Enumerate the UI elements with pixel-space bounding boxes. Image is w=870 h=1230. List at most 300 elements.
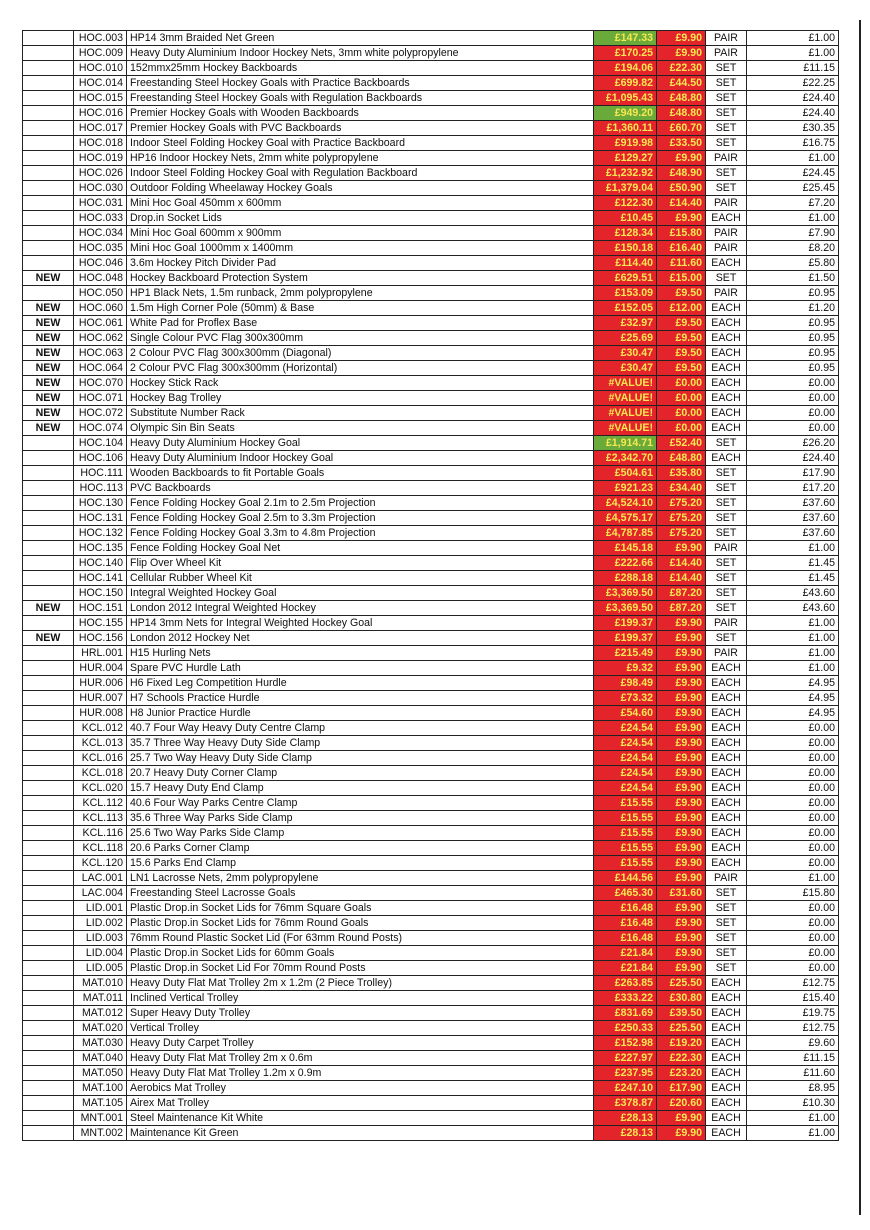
description-cell: 3.6m Hockey Pitch Divider Pad bbox=[127, 256, 594, 271]
new-flag-cell bbox=[23, 961, 74, 976]
delivery-cell: £9.90 bbox=[657, 796, 706, 811]
price-cell: £152.98 bbox=[594, 1036, 657, 1051]
product-code-cell: HOC.018 bbox=[74, 136, 127, 151]
table-row bbox=[23, 901, 839, 916]
table-row bbox=[23, 181, 839, 196]
price-cell: £54.60 bbox=[594, 706, 657, 721]
carriage-cell: £4.95 bbox=[747, 691, 839, 706]
unit-cell: PAIR bbox=[706, 151, 747, 166]
delivery-cell: £48.80 bbox=[657, 451, 706, 466]
unit-cell: SET bbox=[706, 571, 747, 586]
product-code-cell: HOC.030 bbox=[74, 181, 127, 196]
delivery-cell: £9.90 bbox=[657, 691, 706, 706]
price-cell: £227.97 bbox=[594, 1051, 657, 1066]
delivery-cell: £52.40 bbox=[657, 436, 706, 451]
description-cell: Airex Mat Trolley bbox=[127, 1096, 594, 1111]
new-flag-cell bbox=[23, 241, 74, 256]
description-cell: Freestanding Steel Lacrosse Goals bbox=[127, 886, 594, 901]
delivery-cell: £60.70 bbox=[657, 121, 706, 136]
unit-cell: SET bbox=[706, 916, 747, 931]
table-row bbox=[23, 1111, 839, 1126]
unit-cell: EACH bbox=[706, 421, 747, 436]
table-row bbox=[23, 496, 839, 511]
product-code-cell: LAC.001 bbox=[74, 871, 127, 886]
price-cell: £237.95 bbox=[594, 1066, 657, 1081]
product-code-cell: KCL.113 bbox=[74, 811, 127, 826]
carriage-cell: £24.40 bbox=[747, 91, 839, 106]
unit-cell: EACH bbox=[706, 1066, 747, 1081]
price-cell: £114.40 bbox=[594, 256, 657, 271]
price-cell: £3,369.50 bbox=[594, 586, 657, 601]
table-row bbox=[23, 736, 839, 751]
carriage-cell: £0.00 bbox=[747, 841, 839, 856]
carriage-cell: £0.00 bbox=[747, 766, 839, 781]
description-cell: Vertical Trolley bbox=[127, 1021, 594, 1036]
product-code-cell: HOC.151 bbox=[74, 601, 127, 616]
delivery-cell: £35.80 bbox=[657, 466, 706, 481]
delivery-cell: £9.90 bbox=[657, 706, 706, 721]
price-cell: £199.37 bbox=[594, 616, 657, 631]
table-row bbox=[23, 1006, 839, 1021]
unit-cell: SET bbox=[706, 436, 747, 451]
product-code-cell: HOC.016 bbox=[74, 106, 127, 121]
product-code-cell: KCL.013 bbox=[74, 736, 127, 751]
product-code-cell: HOC.132 bbox=[74, 526, 127, 541]
description-cell: Heavy Duty Aluminium Hockey Goal bbox=[127, 436, 594, 451]
table-row bbox=[23, 676, 839, 691]
table-row bbox=[23, 421, 839, 436]
delivery-cell: £50.90 bbox=[657, 181, 706, 196]
product-code-cell: HOC.035 bbox=[74, 241, 127, 256]
description-cell: London 2012 Integral Weighted Hockey bbox=[127, 601, 594, 616]
carriage-cell: £1.45 bbox=[747, 556, 839, 571]
delivery-cell: £9.90 bbox=[657, 916, 706, 931]
table-row bbox=[23, 766, 839, 781]
product-code-cell: MAT.010 bbox=[74, 976, 127, 991]
unit-cell: SET bbox=[706, 121, 747, 136]
product-code-cell: HOC.003 bbox=[74, 31, 127, 46]
description-cell: 2 Colour PVC Flag 300x300mm (Diagonal) bbox=[127, 346, 594, 361]
carriage-cell: £0.00 bbox=[747, 961, 839, 976]
price-cell: £98.49 bbox=[594, 676, 657, 691]
product-code-cell: MAT.105 bbox=[74, 1096, 127, 1111]
delivery-cell: £34.40 bbox=[657, 481, 706, 496]
product-code-cell: LID.003 bbox=[74, 931, 127, 946]
table-row bbox=[23, 361, 839, 376]
product-code-cell: HOC.061 bbox=[74, 316, 127, 331]
price-cell: £21.84 bbox=[594, 961, 657, 976]
price-cell: £122.30 bbox=[594, 196, 657, 211]
new-flag-cell bbox=[23, 796, 74, 811]
new-flag-cell bbox=[23, 676, 74, 691]
carriage-cell: £1.00 bbox=[747, 31, 839, 46]
new-flag-cell bbox=[23, 256, 74, 271]
product-code-cell: HOC.048 bbox=[74, 271, 127, 286]
description-cell: Fence Folding Hockey Goal Net bbox=[127, 541, 594, 556]
delivery-cell: £44.50 bbox=[657, 76, 706, 91]
delivery-cell: £17.90 bbox=[657, 1081, 706, 1096]
product-code-cell: HOC.033 bbox=[74, 211, 127, 226]
new-flag-cell: NEW bbox=[23, 331, 74, 346]
price-cell: £247.10 bbox=[594, 1081, 657, 1096]
carriage-cell: £1.00 bbox=[747, 211, 839, 226]
new-flag-cell bbox=[23, 841, 74, 856]
description-cell: Substitute Number Rack bbox=[127, 406, 594, 421]
delivery-cell: £9.90 bbox=[657, 151, 706, 166]
carriage-cell: £0.00 bbox=[747, 736, 839, 751]
table-row bbox=[23, 211, 839, 226]
price-cell: £4,575.17 bbox=[594, 511, 657, 526]
product-code-cell: HOC.009 bbox=[74, 46, 127, 61]
description-cell: HP14 3mm Braided Net Green bbox=[127, 31, 594, 46]
carriage-cell: £11.60 bbox=[747, 1066, 839, 1081]
new-flag-cell bbox=[23, 946, 74, 961]
unit-cell: SET bbox=[706, 586, 747, 601]
price-cell: £15.55 bbox=[594, 796, 657, 811]
new-flag-cell bbox=[23, 1126, 74, 1141]
product-code-cell: KCL.118 bbox=[74, 841, 127, 856]
new-flag-cell: NEW bbox=[23, 301, 74, 316]
carriage-cell: £0.00 bbox=[747, 826, 839, 841]
product-code-cell: HOC.046 bbox=[74, 256, 127, 271]
delivery-cell: £9.90 bbox=[657, 1126, 706, 1141]
delivery-cell: £14.40 bbox=[657, 196, 706, 211]
carriage-cell: £0.00 bbox=[747, 376, 839, 391]
price-cell: £24.54 bbox=[594, 751, 657, 766]
price-cell: £288.18 bbox=[594, 571, 657, 586]
table-row bbox=[23, 406, 839, 421]
carriage-cell: £0.95 bbox=[747, 331, 839, 346]
price-cell: £24.54 bbox=[594, 766, 657, 781]
price-cell: £128.34 bbox=[594, 226, 657, 241]
delivery-cell: £75.20 bbox=[657, 496, 706, 511]
delivery-cell: £22.30 bbox=[657, 1051, 706, 1066]
product-code-cell: HOC.106 bbox=[74, 451, 127, 466]
unit-cell: PAIR bbox=[706, 646, 747, 661]
delivery-cell: £9.90 bbox=[657, 211, 706, 226]
carriage-cell: £0.95 bbox=[747, 316, 839, 331]
carriage-cell: £0.00 bbox=[747, 916, 839, 931]
carriage-cell: £1.45 bbox=[747, 571, 839, 586]
new-flag-cell: NEW bbox=[23, 421, 74, 436]
new-flag-cell bbox=[23, 466, 74, 481]
table-row bbox=[23, 781, 839, 796]
price-cell: £28.13 bbox=[594, 1126, 657, 1141]
table-row bbox=[23, 586, 839, 601]
delivery-cell: £9.90 bbox=[657, 766, 706, 781]
table-row bbox=[23, 1096, 839, 1111]
carriage-cell: £19.75 bbox=[747, 1006, 839, 1021]
product-code-cell: HOC.070 bbox=[74, 376, 127, 391]
description-cell: 25.7 Two Way Heavy Duty Side Clamp bbox=[127, 751, 594, 766]
new-flag-cell bbox=[23, 1081, 74, 1096]
table-row bbox=[23, 1081, 839, 1096]
price-cell: £831.69 bbox=[594, 1006, 657, 1021]
table-row bbox=[23, 961, 839, 976]
description-cell: 35.7 Three Way Heavy Duty Side Clamp bbox=[127, 736, 594, 751]
description-cell: Hockey Backboard Protection System bbox=[127, 271, 594, 286]
price-cell: £153.09 bbox=[594, 286, 657, 301]
carriage-cell: £12.75 bbox=[747, 976, 839, 991]
carriage-cell: £11.15 bbox=[747, 61, 839, 76]
new-flag-cell bbox=[23, 766, 74, 781]
delivery-cell: £75.20 bbox=[657, 526, 706, 541]
carriage-cell: £25.45 bbox=[747, 181, 839, 196]
product-code-cell: HOC.074 bbox=[74, 421, 127, 436]
price-cell: £1,379.04 bbox=[594, 181, 657, 196]
new-flag-cell bbox=[23, 736, 74, 751]
unit-cell: EACH bbox=[706, 1036, 747, 1051]
carriage-cell: £0.00 bbox=[747, 856, 839, 871]
table-row bbox=[23, 286, 839, 301]
price-cell: £32.97 bbox=[594, 316, 657, 331]
unit-cell: EACH bbox=[706, 1126, 747, 1141]
carriage-cell: £0.00 bbox=[747, 781, 839, 796]
new-flag-cell bbox=[23, 1036, 74, 1051]
unit-cell: EACH bbox=[706, 691, 747, 706]
table-row bbox=[23, 316, 839, 331]
carriage-cell: £1.00 bbox=[747, 631, 839, 646]
carriage-cell: £15.40 bbox=[747, 991, 839, 1006]
table-row bbox=[23, 631, 839, 646]
price-cell: £15.55 bbox=[594, 856, 657, 871]
unit-cell: EACH bbox=[706, 1006, 747, 1021]
table-row bbox=[23, 451, 839, 466]
description-cell: LN1 Lacrosse Nets, 2mm polypropylene bbox=[127, 871, 594, 886]
delivery-cell: £87.20 bbox=[657, 586, 706, 601]
description-cell: Cellular Rubber Wheel Kit bbox=[127, 571, 594, 586]
new-flag-cell bbox=[23, 781, 74, 796]
unit-cell: PAIR bbox=[706, 31, 747, 46]
carriage-cell: £1.00 bbox=[747, 646, 839, 661]
carriage-cell: £0.00 bbox=[747, 721, 839, 736]
description-cell: Mini Hoc Goal 1000mm x 1400mm bbox=[127, 241, 594, 256]
table-row bbox=[23, 91, 839, 106]
new-flag-cell bbox=[23, 436, 74, 451]
unit-cell: EACH bbox=[706, 661, 747, 676]
carriage-cell: £0.00 bbox=[747, 901, 839, 916]
carriage-cell: £8.95 bbox=[747, 1081, 839, 1096]
description-cell: Steel Maintenance Kit White bbox=[127, 1111, 594, 1126]
product-code-cell: MAT.011 bbox=[74, 991, 127, 1006]
price-cell: £25.69 bbox=[594, 331, 657, 346]
table-row bbox=[23, 616, 839, 631]
table-row bbox=[23, 106, 839, 121]
description-cell: Plastic Drop.in Socket Lids for 60mm Goals bbox=[127, 946, 594, 961]
unit-cell: SET bbox=[706, 76, 747, 91]
table-row bbox=[23, 556, 839, 571]
unit-cell: SET bbox=[706, 166, 747, 181]
carriage-cell: £12.75 bbox=[747, 1021, 839, 1036]
new-flag-cell bbox=[23, 46, 74, 61]
carriage-cell: £1.00 bbox=[747, 1126, 839, 1141]
new-flag-cell: NEW bbox=[23, 376, 74, 391]
carriage-cell: £1.00 bbox=[747, 661, 839, 676]
delivery-cell: £87.20 bbox=[657, 601, 706, 616]
page-right-rule bbox=[859, 20, 861, 1215]
delivery-cell: £9.50 bbox=[657, 361, 706, 376]
carriage-cell: £26.20 bbox=[747, 436, 839, 451]
carriage-cell: £1.00 bbox=[747, 541, 839, 556]
unit-cell: PAIR bbox=[706, 541, 747, 556]
table-row bbox=[23, 76, 839, 91]
table-row bbox=[23, 151, 839, 166]
new-flag-cell bbox=[23, 691, 74, 706]
table-row bbox=[23, 646, 839, 661]
table-row bbox=[23, 226, 839, 241]
carriage-cell: £24.45 bbox=[747, 166, 839, 181]
description-cell: Heavy Duty Flat Mat Trolley 1.2m x 0.9m bbox=[127, 1066, 594, 1081]
delivery-cell: £75.20 bbox=[657, 511, 706, 526]
description-cell: HP1 Black Nets, 1.5m runback, 2mm polypropylene bbox=[127, 286, 594, 301]
table-row bbox=[23, 706, 839, 721]
price-cell: £24.54 bbox=[594, 721, 657, 736]
unit-cell: EACH bbox=[706, 256, 747, 271]
unit-cell: EACH bbox=[706, 781, 747, 796]
carriage-cell: £43.60 bbox=[747, 601, 839, 616]
description-cell: Single Colour PVC Flag 300x300mm bbox=[127, 331, 594, 346]
price-cell: £4,524.10 bbox=[594, 496, 657, 511]
description-cell: Premier Hockey Goals with PVC Backboards bbox=[127, 121, 594, 136]
unit-cell: SET bbox=[706, 931, 747, 946]
table-row bbox=[23, 1066, 839, 1081]
price-cell: #VALUE! bbox=[594, 376, 657, 391]
unit-cell: SET bbox=[706, 61, 747, 76]
table-row bbox=[23, 346, 839, 361]
product-code-cell: HOC.135 bbox=[74, 541, 127, 556]
price-cell: £73.32 bbox=[594, 691, 657, 706]
carriage-cell: £0.00 bbox=[747, 391, 839, 406]
carriage-cell: £22.25 bbox=[747, 76, 839, 91]
carriage-cell: £1.00 bbox=[747, 871, 839, 886]
description-cell: Heavy Duty Flat Mat Trolley 2m x 1.2m (2 Piece Trolley) bbox=[127, 976, 594, 991]
unit-cell: EACH bbox=[706, 751, 747, 766]
carriage-cell: £0.00 bbox=[747, 796, 839, 811]
unit-cell: EACH bbox=[706, 841, 747, 856]
unit-cell: EACH bbox=[706, 301, 747, 316]
carriage-cell: £0.00 bbox=[747, 931, 839, 946]
carriage-cell: £1.00 bbox=[747, 151, 839, 166]
description-cell: Freestanding Steel Hockey Goals with Regulation Backboards bbox=[127, 91, 594, 106]
delivery-cell: £22.30 bbox=[657, 61, 706, 76]
product-code-cell: MAT.100 bbox=[74, 1081, 127, 1096]
price-cell: £147.33 bbox=[594, 31, 657, 46]
delivery-cell: £9.90 bbox=[657, 1111, 706, 1126]
unit-cell: SET bbox=[706, 511, 747, 526]
description-cell: Heavy Duty Aluminium Indoor Hockey Nets, 3mm white polypropylene bbox=[127, 46, 594, 61]
new-flag-cell bbox=[23, 586, 74, 601]
table-row bbox=[23, 601, 839, 616]
carriage-cell: £11.15 bbox=[747, 1051, 839, 1066]
description-cell: 40.7 Four Way Heavy Duty Centre Clamp bbox=[127, 721, 594, 736]
new-flag-cell bbox=[23, 901, 74, 916]
unit-cell: EACH bbox=[706, 361, 747, 376]
delivery-cell: £9.50 bbox=[657, 331, 706, 346]
unit-cell: EACH bbox=[706, 736, 747, 751]
carriage-cell: £43.60 bbox=[747, 586, 839, 601]
price-cell: £144.56 bbox=[594, 871, 657, 886]
table-row bbox=[23, 571, 839, 586]
carriage-cell: £15.80 bbox=[747, 886, 839, 901]
price-cell: £921.23 bbox=[594, 481, 657, 496]
price-cell: £30.47 bbox=[594, 361, 657, 376]
product-code-cell: KCL.020 bbox=[74, 781, 127, 796]
unit-cell: SET bbox=[706, 466, 747, 481]
carriage-cell: £24.40 bbox=[747, 106, 839, 121]
product-code-cell: HOC.015 bbox=[74, 91, 127, 106]
price-cell: £9.32 bbox=[594, 661, 657, 676]
unit-cell: EACH bbox=[706, 331, 747, 346]
product-code-cell: HOC.140 bbox=[74, 556, 127, 571]
unit-cell: SET bbox=[706, 901, 747, 916]
delivery-cell: £9.90 bbox=[657, 781, 706, 796]
description-cell: London 2012 Hockey Net bbox=[127, 631, 594, 646]
delivery-cell: £14.40 bbox=[657, 571, 706, 586]
new-flag-cell bbox=[23, 31, 74, 46]
product-code-cell: MAT.050 bbox=[74, 1066, 127, 1081]
new-flag-cell bbox=[23, 916, 74, 931]
price-list-rows bbox=[23, 31, 839, 1141]
description-cell: PVC Backboards bbox=[127, 481, 594, 496]
unit-cell: PAIR bbox=[706, 241, 747, 256]
price-cell: £263.85 bbox=[594, 976, 657, 991]
description-cell: Indoor Steel Folding Hockey Goal with Regulation Backboard bbox=[127, 166, 594, 181]
new-flag-cell bbox=[23, 991, 74, 1006]
unit-cell: EACH bbox=[706, 211, 747, 226]
price-cell: £949.20 bbox=[594, 106, 657, 121]
new-flag-cell bbox=[23, 481, 74, 496]
new-flag-cell bbox=[23, 811, 74, 826]
unit-cell: SET bbox=[706, 601, 747, 616]
new-flag-cell bbox=[23, 871, 74, 886]
delivery-cell: £15.80 bbox=[657, 226, 706, 241]
unit-cell: PAIR bbox=[706, 286, 747, 301]
price-list-table bbox=[22, 30, 839, 1141]
unit-cell: EACH bbox=[706, 346, 747, 361]
price-cell: £504.61 bbox=[594, 466, 657, 481]
new-flag-cell bbox=[23, 1051, 74, 1066]
unit-cell: SET bbox=[706, 181, 747, 196]
new-flag-cell bbox=[23, 511, 74, 526]
delivery-cell: £48.80 bbox=[657, 91, 706, 106]
product-code-cell: KCL.016 bbox=[74, 751, 127, 766]
table-row bbox=[23, 841, 839, 856]
new-flag-cell bbox=[23, 931, 74, 946]
new-flag-cell bbox=[23, 496, 74, 511]
description-cell: Outdoor Folding Wheelaway Hockey Goals bbox=[127, 181, 594, 196]
new-flag-cell bbox=[23, 181, 74, 196]
product-code-cell: HUR.006 bbox=[74, 676, 127, 691]
carriage-cell: £1.50 bbox=[747, 271, 839, 286]
delivery-cell: £9.90 bbox=[657, 676, 706, 691]
delivery-cell: £0.00 bbox=[657, 376, 706, 391]
unit-cell: PAIR bbox=[706, 871, 747, 886]
table-row bbox=[23, 871, 839, 886]
delivery-cell: £16.40 bbox=[657, 241, 706, 256]
description-cell: 20.6 Parks Corner Clamp bbox=[127, 841, 594, 856]
price-cell: #VALUE! bbox=[594, 421, 657, 436]
description-cell: HP14 3mm Nets for Integral Weighted Hockey Goal bbox=[127, 616, 594, 631]
new-flag-cell bbox=[23, 856, 74, 871]
product-code-cell: HOC.063 bbox=[74, 346, 127, 361]
delivery-cell: £39.50 bbox=[657, 1006, 706, 1021]
product-code-cell: MAT.020 bbox=[74, 1021, 127, 1036]
product-code-cell: HOC.026 bbox=[74, 166, 127, 181]
carriage-cell: £1.20 bbox=[747, 301, 839, 316]
new-flag-cell bbox=[23, 211, 74, 226]
delivery-cell: £33.50 bbox=[657, 136, 706, 151]
table-row bbox=[23, 481, 839, 496]
